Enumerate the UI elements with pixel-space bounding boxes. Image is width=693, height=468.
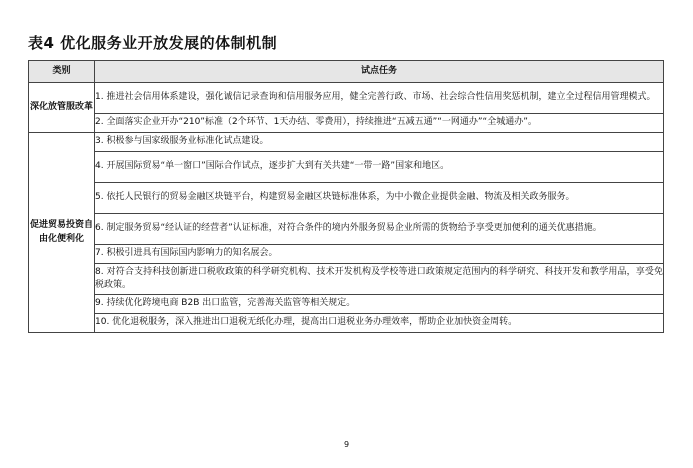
table-header-row (29, 61, 664, 83)
category-cell-trade-investment: 促进贸易投资自由化便利化 (29, 133, 95, 333)
table-row (29, 114, 664, 133)
task-cell: 3. 积极参与国家级服务业标准化试点建设。 (95, 133, 664, 152)
category-column-header: 类别 (29, 61, 95, 83)
task-cell: 1. 推进社会信用体系建设，强化诚信记录查询和信用服务应用，健全完善行政、市场、社会综合性信用奖惩机制，建立全过程信用管理模式。 (95, 83, 664, 114)
table-row (29, 83, 664, 114)
task-cell: 7. 积极引进具有国际国内影响力的知名展会。 (95, 245, 664, 264)
page-number: 9 (343, 440, 350, 449)
table-row (29, 245, 664, 264)
table-row (29, 314, 664, 333)
table-row (29, 133, 664, 152)
table-row (29, 183, 664, 214)
task-column-header: 试点任务 (95, 61, 664, 83)
task-cell: 9. 持续优化跨境电商 B2B 出口监管，完善海关监管等相关规定。 (95, 295, 664, 314)
category-cell-reform: 深化放管服改革 (29, 83, 95, 133)
table-row (29, 152, 664, 183)
task-cell: 2. 全面落实企业开办“210”标准（2个环节、1天办结、零费用），持续推进“五减五通”“一网通办”“全城通办”。 (95, 114, 664, 133)
task-cell: 4. 开展国际贸易“单一窗口”国际合作试点，逐步扩大到有关共建“一带一路”国家和地区。 (95, 152, 664, 183)
table-row (29, 295, 664, 314)
table-row (29, 264, 664, 295)
task-cell: 8. 对符合支持科技创新进口税收政策的科学研究机构、技术开发机构及学校等进口政策规定范围内的科学研究、科技开发和教学用品，享受免税政策。 (95, 264, 664, 295)
task-cell: 10. 优化退税服务，深入推进出口退税无纸化办理，提高出口退税业务办理效率，帮助企业加快资金周转。 (95, 314, 664, 333)
task-cell: 6. 制定服务贸易“经认证的经营者”认证标准，对符合条件的境内外服务贸易企业所需的货物给予享受更加便利的通关优惠措施。 (95, 214, 664, 245)
task-cell: 5. 依托人民银行的贸易金融区块链平台，构建贸易金融区块链标准体系，为中小微企业提供金融、物流及相关政务服务。 (95, 183, 664, 214)
table-row (29, 214, 664, 245)
table-title: 表4 优化服务业开放发展的体制机制 (28, 34, 278, 52)
pilot-tasks-table (28, 60, 664, 333)
